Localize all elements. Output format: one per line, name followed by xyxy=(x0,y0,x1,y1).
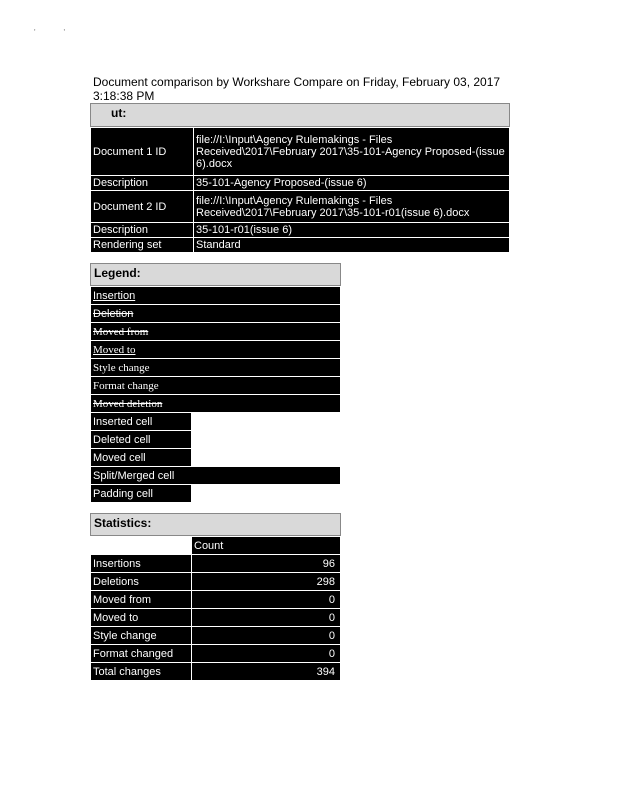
empty-cell xyxy=(91,537,192,555)
legend-item: Moved deletion xyxy=(91,395,341,413)
legend-row xyxy=(91,323,341,341)
legend-row xyxy=(91,485,341,503)
stat-label: Total changes xyxy=(91,663,192,681)
row-value: 35-101-r01(issue 6) xyxy=(194,223,510,238)
legend-item: Moved from xyxy=(91,323,341,341)
legend-item: Deleted cell xyxy=(91,431,192,449)
legend-item: Moved to xyxy=(91,341,341,359)
table-row xyxy=(91,663,341,681)
legend-row xyxy=(91,449,341,467)
input-table xyxy=(90,127,510,253)
header-time: 3:18:38 PM xyxy=(93,89,155,103)
legend-heading: Legend: xyxy=(90,263,341,286)
scan-specks: ' ' xyxy=(34,28,66,37)
statistics-table xyxy=(90,536,341,681)
table-row xyxy=(91,223,510,238)
legend-row xyxy=(91,359,341,377)
legend-item: Moved cell xyxy=(91,449,192,467)
stat-label: Style change xyxy=(91,627,192,645)
statistics-heading: Statistics: xyxy=(90,513,341,536)
count-header: Count xyxy=(192,537,341,555)
table-row xyxy=(91,627,341,645)
legend-item: Format change xyxy=(91,377,341,395)
stat-label: Format changed xyxy=(91,645,192,663)
row-label: Description xyxy=(91,176,194,191)
stat-count: 298 xyxy=(192,573,341,591)
legend-row xyxy=(91,377,341,395)
stat-label: Moved from xyxy=(91,591,192,609)
stat-label: Moved to xyxy=(91,609,192,627)
table-row xyxy=(91,176,510,191)
row-value: file://I:\Input\Agency Rulemakings - Files Received\2017\February 2017\35-101-r01(issue 6).docx xyxy=(194,191,510,223)
legend-row xyxy=(91,305,341,323)
legend-row xyxy=(91,341,341,359)
legend-row xyxy=(91,413,341,431)
stat-label: Deletions xyxy=(91,573,192,591)
stat-count: 0 xyxy=(192,627,341,645)
comparison-header xyxy=(93,75,513,103)
header-title: Document comparison by Workshare Compare on Friday, February 03, 2017 xyxy=(93,75,501,89)
legend-item: Insertion xyxy=(91,287,341,305)
legend-swatch xyxy=(192,449,341,467)
stat-count: 394 xyxy=(192,663,341,681)
legend-row xyxy=(91,287,341,305)
legend-swatch xyxy=(192,431,341,449)
table-row xyxy=(91,645,341,663)
row-value: file://I:\Input\Agency Rulemakings - Files Received\2017\February 2017\35-101-Agency Proposed-(issue 6).docx xyxy=(194,128,510,176)
stat-count: 0 xyxy=(192,609,341,627)
row-label: Rendering set xyxy=(91,238,194,253)
row-label: Document 2 ID xyxy=(91,191,194,223)
legend-item: Deletion xyxy=(91,305,341,323)
table-row xyxy=(91,128,510,176)
legend-table xyxy=(90,286,341,503)
legend-item: Padding cell xyxy=(91,485,192,503)
row-value: 35-101-Agency Proposed-(issue 6) xyxy=(194,176,510,191)
table-row xyxy=(91,573,341,591)
legend-row xyxy=(91,431,341,449)
table-row xyxy=(91,591,341,609)
stat-label: Insertions xyxy=(91,555,192,573)
stat-count: 0 xyxy=(192,591,341,609)
table-row xyxy=(91,191,510,223)
stat-count: 0 xyxy=(192,645,341,663)
row-label: Description xyxy=(91,223,194,238)
table-row xyxy=(91,238,510,253)
table-row xyxy=(91,555,341,573)
legend-swatch xyxy=(192,485,341,503)
row-label: Document 1 ID xyxy=(91,128,194,176)
input-heading: ut: xyxy=(90,103,510,127)
row-value: Standard xyxy=(194,238,510,253)
legend-row xyxy=(91,467,341,485)
legend-swatch xyxy=(192,413,341,431)
legend-item: Split/Merged cell xyxy=(91,467,341,485)
legend-row xyxy=(91,395,341,413)
table-row xyxy=(91,609,341,627)
stat-count: 96 xyxy=(192,555,341,573)
table-row xyxy=(91,537,341,555)
legend-item: Style change xyxy=(91,359,341,377)
legend-item: Inserted cell xyxy=(91,413,192,431)
